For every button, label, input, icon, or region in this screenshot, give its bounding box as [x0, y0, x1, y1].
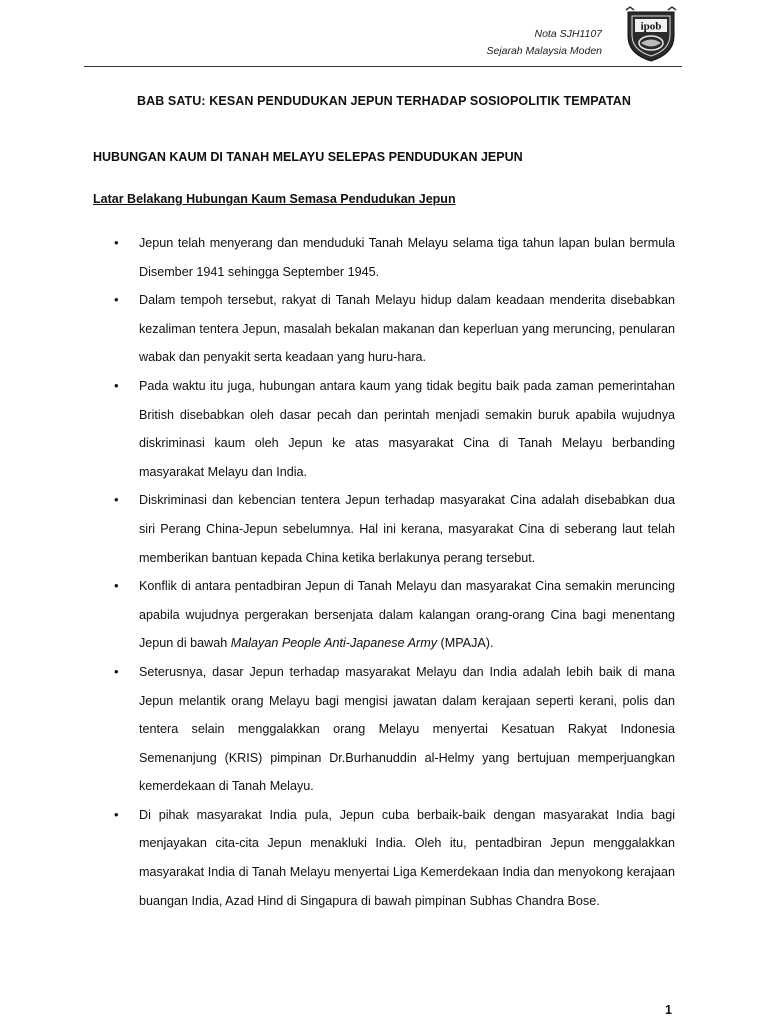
bullet-icon: •: [114, 235, 119, 250]
list-item-text: Seterusnya, dasar Jepun terhadap masyarakat Melayu dan India adalah lebih baik di mana Jepun melantik orang Melayu bagi mengisi jawatan dalam kerajaan seperti kerani, polis dan tentera selain menggalakkan orang Melayu menyertai Kesatuan Rakyat Indonesia Semenanjung (KRIS) pimpinan Dr.Burhanuddin al-Helmy yang bertujuan memperjuangkan kemerdekaan di Tanah Melayu.: [139, 664, 675, 794]
page-number: 1: [665, 1003, 672, 1017]
header-course-info: [486, 26, 602, 60]
list-item-text: Konflik di antara pentadbiran Jepun di Tanah Melayu dan masyarakat Cina semakin meruncing apabila wujudnya pergerakan bersenjata dalam kalangan orang-orang Cina bagi menentang Jepun di bawah: [139, 579, 675, 651]
list-item: [93, 229, 675, 286]
list-item-text: Jepun telah menyerang dan menduduki Tanah Melayu selama tiga tahun lapan bulan bermula Disember 1941 sehingga September 1945.: [139, 236, 675, 279]
bullet-icon: •: [114, 292, 119, 308]
list-item: [93, 658, 675, 801]
list-item: [93, 801, 675, 915]
bullet-icon: •: [114, 806, 119, 822]
institution-crest-logo: [622, 6, 680, 62]
list-item-text: (MPAJA).: [437, 636, 494, 651]
list-item-text: Pada waktu itu juga, hubungan antara kaum yang tidak begitu baik pada zaman pemerintahan British disebabkan oleh dasar pecah dan perintah menjadi semakin buruk apabila wujudnya diskriminasi kaum oleh Jepun ke atas masyarakat Cina di Tanah Melayu berbanding masyarakat Melayu dan India.: [139, 378, 675, 479]
list-item-text: Dalam tempoh tersebut, rakyat di Tanah Melayu hidup dalam keadaan menderita disebabkan kezaliman tentera Jepun, masalah bekalan makanan dan keperluan yang meruncing, penularan wabak dan penyakit serta keadaan yang huru-hara.: [139, 293, 675, 365]
list-item: [93, 572, 675, 658]
bullet-list: [93, 229, 675, 915]
list-item: [93, 372, 675, 486]
list-item: [93, 286, 675, 372]
bullet-icon: •: [114, 663, 119, 679]
list-item-text-italic: Malayan People Anti-Japanese Army: [230, 636, 438, 651]
bullet-icon: •: [114, 492, 119, 508]
list-item-text: Diskriminasi dan kebencian tentera Jepun terhadap masyarakat Cina adalah disebabkan dua siri Perang China-Jepun sebelumnya. Hal ini kerana, masyarakat Cina di seberang laut telah memberikan bantuan kepada China ketika berlakunya perang tersebut.: [139, 493, 675, 565]
chapter-title: BAB SATU: KESAN PENDUDUKAN JEPUN TERHADAP SOSIOPOLITIK TEMPATAN: [136, 94, 632, 108]
list-item-text: Di pihak masyarakat India pula, Jepun cuba berbaik-baik dengan masyarakat India bagi menjayakan cita-cita Jepun menakluki India. Oleh itu, pentadbiran Jepun menggalakkan masyarakat India di Tanah Melayu menyertai Liga Kemerdekaan India dan menyokong kerajaan buangan India, Azad Hind di Singapura di bawah pimpinan Subhas Chandra Bose.: [139, 807, 675, 908]
course-name: Sejarah Malaysia Moden: [486, 45, 602, 57]
course-code: Nota SJH1107: [534, 28, 602, 40]
list-item: [93, 486, 675, 572]
bullet-icon: •: [114, 578, 119, 594]
page-header: [84, 0, 682, 67]
crest-lettering: ipob: [640, 20, 662, 33]
section-heading: HUBUNGAN KAUM DI TANAH MELAYU SELEPAS PENDUDUKAN JEPUN: [93, 150, 523, 164]
bullet-icon: •: [114, 377, 119, 393]
subsection-heading: Latar Belakang Hubungan Kaum Semasa Pendudukan Jepun: [93, 192, 456, 206]
